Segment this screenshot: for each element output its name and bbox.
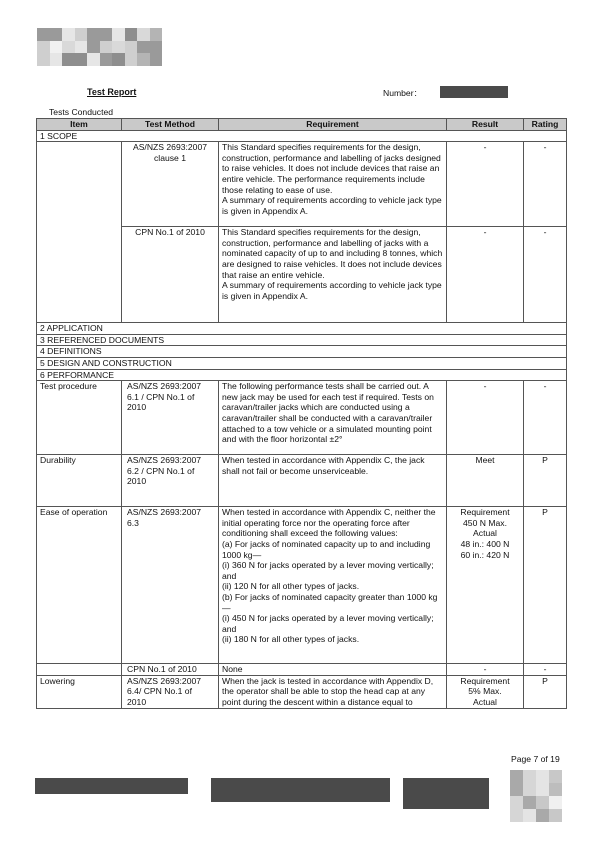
cell-requirement: When tested in accordance with Appendix C, neither the initial operating force nor the operating force after conditioning shall exceed the following values: (a) For jacks of nominated capacity up to and including 1000 kg— (i) 360 N for jacks operated by a lever moving vertically; and (ii) 120 N for all other types of jacks. (b) For jacks of nominated capacity greater than 1000 kg— (i) 450 N for jacks operated by a lever moving vertically; and (ii) 180 N for all other types of jacks. [219, 507, 447, 664]
cell-item [37, 142, 122, 323]
cell-requirement: When tested in accordance with Appendix C, the jack shall not fail or become unserviceable. [219, 455, 447, 507]
redacted-footer-center [211, 778, 390, 802]
cell-method: AS/NZS 2693:2007 6.2 / CPN No.1 of 2010 [122, 455, 219, 507]
cell-item [37, 664, 122, 676]
report-number-label: Number： [383, 88, 423, 98]
cell-rating: P [524, 455, 567, 507]
cell-result: Requirement 450 N Max. Actual 48 in.: 400 N 60 in.: 420 N [447, 507, 524, 664]
cell-result: Requirement 5% Max. Actual [447, 675, 524, 708]
table-caption: Tests Conducted [49, 107, 114, 117]
redacted-report-number [440, 86, 508, 98]
cell-item: Lowering [37, 675, 122, 708]
table-row [37, 142, 567, 227]
section-title: 6 PERFORMANCE [37, 369, 567, 381]
cell-requirement: When the jack is tested in accordance with Appendix D, the operator shall be able to stop the head cap at any point during the descent within a distance equal to [219, 675, 447, 708]
redacted-footer-left [35, 778, 188, 794]
cell-rating: - [524, 142, 567, 227]
section-row-application [37, 323, 567, 335]
section-title: 1 SCOPE [37, 130, 567, 142]
cell-rating: - [524, 227, 567, 323]
cell-requirement: None [219, 664, 447, 676]
cell-result: - [447, 227, 524, 323]
cell-requirement: This Standard specifies requirements for the design, construction, performance and labelling of jacks designed to raise vehicles. It does not include devices that raise an entire vehicle. The performance requirements include those relating to ease of use. A summary of requirements according to vehicle jack type is given in Appendix A. [219, 142, 447, 227]
col-header-item: Item [37, 119, 122, 131]
section-row-performance [37, 369, 567, 381]
cell-requirement: This Standard specifies requirements for the design, construction, performance and labelling of jacks with a nominated capacity of up to and including 8 tonnes, which are designed to raise vehicles. It does not include devices that raise an entire vehicle. A summary of requirements according to vehicle jack type is given in Appendix A. [219, 227, 447, 323]
section-title: 4 DEFINITIONS [37, 346, 567, 358]
cell-rating: P [524, 507, 567, 664]
cell-result: - [447, 142, 524, 227]
table-row [37, 381, 567, 455]
table-header-row [37, 119, 567, 131]
qr-stamp [510, 770, 566, 822]
col-header-test-method: Test Method [122, 119, 219, 131]
col-header-requirement: Requirement [219, 119, 447, 131]
table-row [37, 455, 567, 507]
company-logo [37, 28, 162, 70]
table-row [37, 664, 567, 676]
cell-method: CPN No.1 of 2010 [122, 227, 219, 323]
cell-item: Test procedure [37, 381, 122, 455]
section-row-definitions [37, 346, 567, 358]
cell-method: CPN No.1 of 2010 [122, 664, 219, 676]
cell-rating: P [524, 675, 567, 708]
cell-method: AS/NZS 2693:2007 6.3 [122, 507, 219, 664]
cell-item: Durability [37, 455, 122, 507]
cell-method: AS/NZS 2693:2007 6.1 / CPN No.1 of 2010 [122, 381, 219, 455]
cell-method: AS/NZS 2693:2007 6.4/ CPN No.1 of 2010 [122, 675, 219, 708]
col-header-result: Result [447, 119, 524, 131]
cell-result: - [447, 381, 524, 455]
redacted-footer-right [403, 778, 489, 809]
page-number: Page 7 of 19 [511, 754, 560, 764]
cell-rating: - [524, 381, 567, 455]
tests-table [36, 118, 567, 709]
section-row-referenced-documents [37, 334, 567, 346]
cell-item: Ease of operation [37, 507, 122, 664]
section-row-scope [37, 130, 567, 142]
col-header-rating: Rating [524, 119, 567, 131]
report-title: Test Report [87, 87, 137, 97]
table-row [37, 675, 567, 708]
section-title: 3 REFERENCED DOCUMENTS [37, 334, 567, 346]
table-row [37, 507, 567, 664]
cell-result: Meet [447, 455, 524, 507]
cell-result: - [447, 664, 524, 676]
section-row-design-construction [37, 357, 567, 369]
cell-method: AS/NZS 2693:2007 clause 1 [122, 142, 219, 227]
cell-requirement: The following performance tests shall be carried out. A new jack may be used for each test if required. Tests on caravan/trailer jacks which are conducted using a caravan/trailer shall be conducted with a caravan/trailer attached to a tow vehicle or a simulated mounting point and with the floor horizontal ±2° [219, 381, 447, 455]
section-title: 5 DESIGN AND CONSTRUCTION [37, 357, 567, 369]
cell-rating: - [524, 664, 567, 676]
section-title: 2 APPLICATION [37, 323, 567, 335]
